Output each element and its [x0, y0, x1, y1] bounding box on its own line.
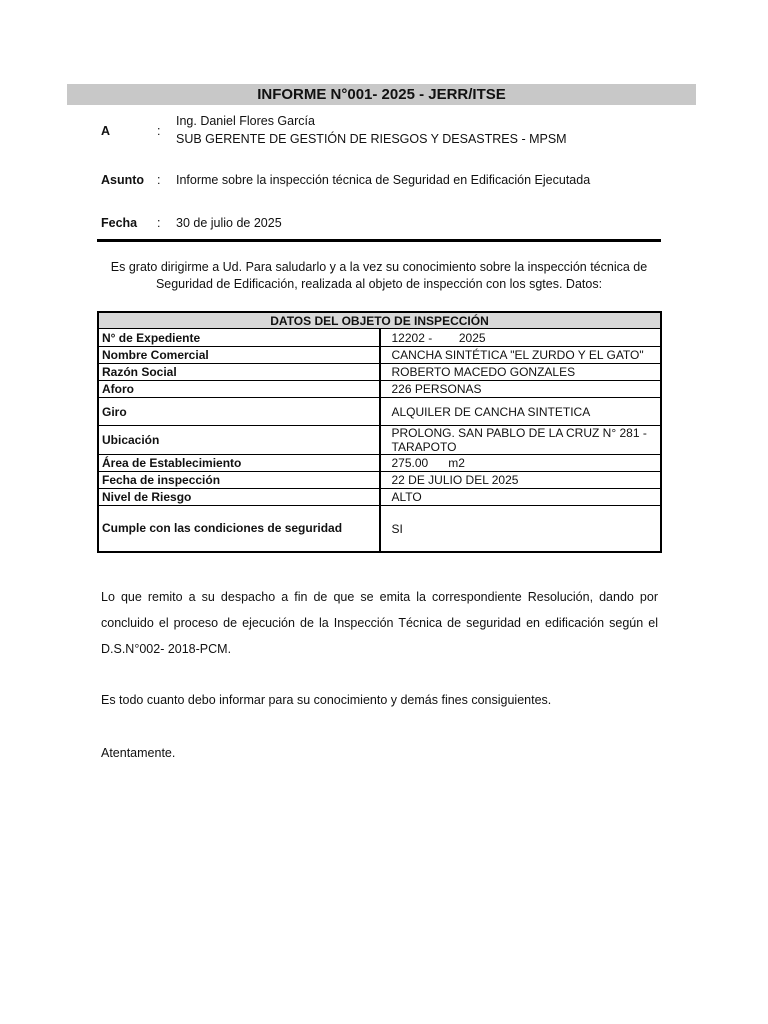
- header-divider: [97, 239, 661, 242]
- table-row: [98, 364, 661, 381]
- row-label-fecha-inspeccion: Fecha de inspección: [98, 472, 380, 489]
- subject-value: Informe sobre la inspección técnica de Seguridad en Edificación Ejecutada: [176, 173, 591, 187]
- table-row: [98, 489, 661, 506]
- row-label-ubicacion: Ubicación: [98, 426, 380, 455]
- recipient-name: Ing. Daniel Flores García: [176, 114, 315, 128]
- subject-label: Asunto: [101, 173, 145, 187]
- table-row: [98, 472, 661, 489]
- row-value-fecha-inspeccion: 22 DE JULIO DEL 2025: [380, 472, 662, 489]
- date-value: 30 de julio de 2025: [176, 216, 282, 230]
- table-row: [98, 506, 661, 553]
- table-row: [98, 347, 661, 364]
- row-value-aforo: 226 PERSONAS: [380, 381, 662, 398]
- recipient-position: SUB GERENTE DE GESTIÓN DE RIESGOS Y DESASTRES - MPSM: [176, 132, 567, 146]
- row-value-razon-social: ROBERTO MACEDO GONZALES: [380, 364, 662, 381]
- intro-text: [97, 259, 661, 293]
- date-colon: :: [157, 216, 161, 230]
- table-row: [98, 398, 661, 426]
- row-value-giro: ALQUILER DE CANCHA SINTETICA: [380, 398, 662, 426]
- row-label-cumple: Cumple con las condiciones de seguridad: [98, 506, 380, 553]
- row-value-ubicacion: PROLONG. SAN PABLO DE LA CRUZ N° 281 - TARAPOTO: [380, 426, 662, 455]
- table-heading: DATOS DEL OBJETO DE INSPECCIÓN: [98, 312, 661, 329]
- intro-line-2: Seguridad de Edificación, realizada al objeto de inspección con los sgtes. Datos:: [155, 277, 603, 291]
- table-row: [98, 381, 661, 398]
- row-label-aforo: Aforo: [98, 381, 380, 398]
- body-paragraph-2: Es todo cuanto debo informar para su conocimiento y demás fines consiguientes.: [101, 693, 552, 707]
- row-value-nombre-comercial: CANCHA SINTÉTICA "EL ZURDO Y EL GATO": [380, 347, 662, 364]
- row-label-nombre-comercial: Nombre Comercial: [98, 347, 380, 364]
- recipient-colon: :: [157, 124, 161, 138]
- table-row: [98, 426, 661, 455]
- body-paragraph-1: Lo que remito a su despacho a fin de que se emita la correspondiente Resolución, dando por concluido el proceso de ejecución de la Inspección Técnica de seguridad en edificación según el D.S.N°002- 2018-PCM.: [101, 590, 658, 656]
- row-value-cumple: SI: [380, 506, 662, 553]
- intro-line-1: Es grato dirigirme a Ud. Para saludarlo y a la vez su conocimiento sobre la inspección técnica de: [110, 260, 648, 274]
- closing-text: Atentamente.: [101, 746, 176, 760]
- row-value-area: 275.00 m2: [380, 455, 662, 472]
- row-label-area: Área de Establecimiento: [98, 455, 380, 472]
- inspection-data-table: [97, 311, 662, 553]
- subject-colon: :: [157, 173, 161, 187]
- table-row: [98, 455, 661, 472]
- recipient-label: A: [101, 124, 111, 138]
- row-label-giro: Giro: [98, 398, 380, 426]
- row-value-nivel-riesgo: ALTO: [380, 489, 662, 506]
- row-label-expediente: N° de Expediente: [98, 329, 380, 347]
- row-value-expediente: 12202 - 2025: [380, 329, 662, 347]
- date-label: Fecha: [101, 216, 138, 230]
- report-title: INFORME N°001- 2025 - JERR/ITSE: [67, 84, 696, 105]
- table-row: [98, 329, 661, 347]
- row-label-nivel-riesgo: Nivel de Riesgo: [98, 489, 380, 506]
- row-label-razon-social: Razón Social: [98, 364, 380, 381]
